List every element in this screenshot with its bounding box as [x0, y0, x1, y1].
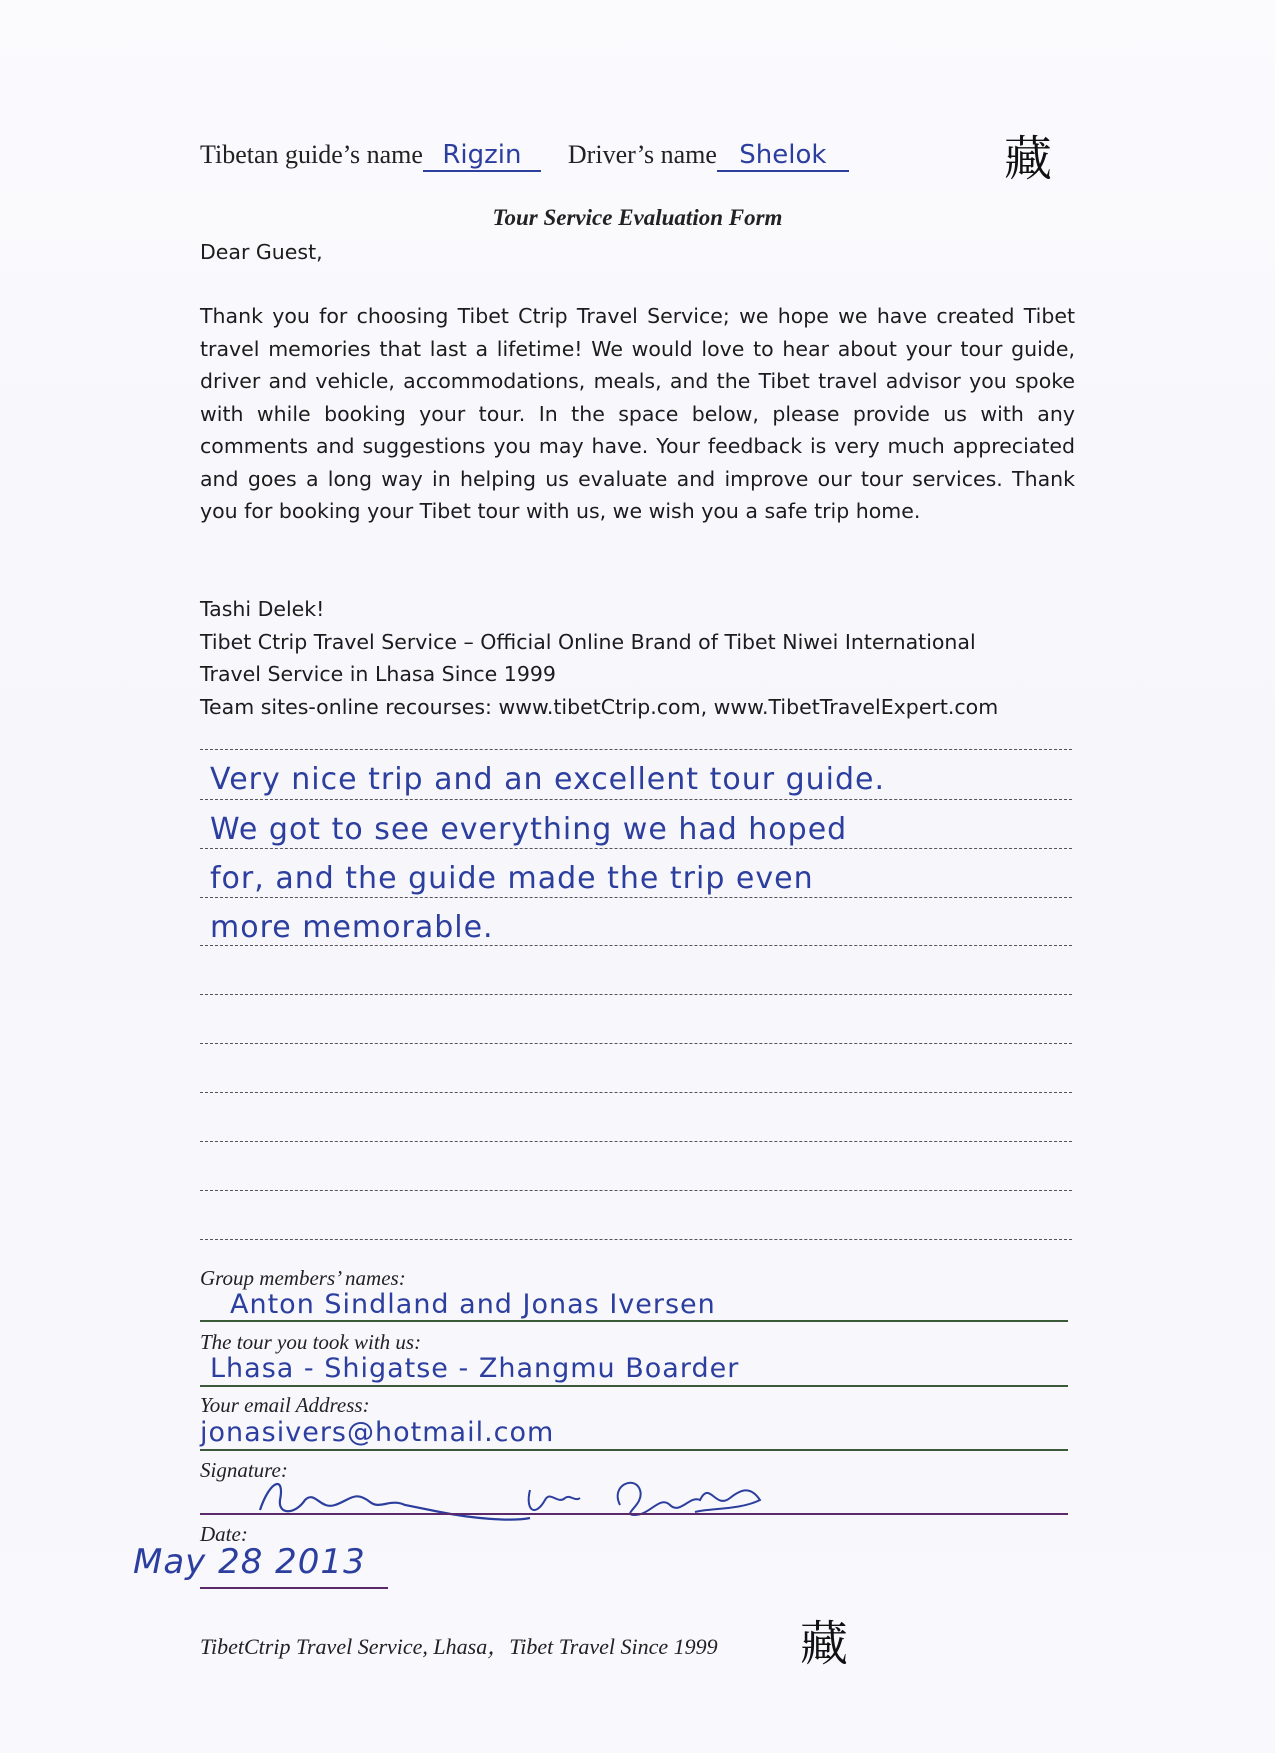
driver-name-label: Driver’s name: [567, 140, 717, 169]
comment-line-1: Very nice trip and an excellent tour guide.: [210, 762, 886, 797]
guide-name-label: Tibetan guide’s name: [200, 140, 423, 169]
signoff-block: [200, 593, 1075, 723]
comment-line-2: We got to see everything we had hoped: [210, 812, 848, 847]
comment-rule: [200, 897, 1072, 898]
signoff-line-1: Tashi Delek!: [200, 597, 325, 621]
email-label: Your email Address:: [200, 1393, 370, 1417]
signoff-line-2: Tibet Ctrip Travel Service – Official Online Brand of Tibet Niwei International: [200, 629, 976, 654]
group-members-value: Anton Sindland and Jonas Iversen: [230, 1289, 716, 1320]
group-members-label: Group members’ names:: [200, 1266, 406, 1290]
email-line: [200, 1449, 1068, 1451]
intro-paragraph: Thank you for choosing Tibet Ctrip Travel Service; we hope we have created Tibet travel memories that last a lifetime! We would love to hear about your tour guide, driver and vehicle, accommodations, meals, and the Tibet travel advisor you spoke with while booking your tour. In the space below, please provide us with any comments and suggestions you may have. Your feedback is very much appreciated and goes a long way in helping us evaluate and improve our tour services. Thank you for booking your Tibet tour with us, we wish you a safe trip home.: [200, 304, 1075, 523]
guide-name-value: Rigzin: [423, 140, 541, 172]
header-names-row: [200, 140, 849, 172]
comment-rule: [200, 1239, 1072, 1240]
tibet-glyph-top: 藏: [1004, 133, 1053, 186]
date-value: May 28 2013: [133, 1542, 366, 1582]
email-value: jonasivers@hotmail.com: [200, 1417, 555, 1448]
greeting: Dear Guest,: [200, 240, 323, 264]
group-members-line: [200, 1320, 1068, 1322]
tour-value: Lhasa - Shigatse - Zhangmu Boarder: [210, 1353, 740, 1384]
comment-rule: [200, 1043, 1072, 1044]
form-title: Tour Service Evaluation Form: [492, 205, 783, 230]
comment-line-4: more memorable.: [210, 910, 494, 945]
signature-line: [200, 1513, 1068, 1515]
comment-rule: [200, 1092, 1072, 1093]
tour-line: [200, 1385, 1068, 1387]
comment-rule: [200, 799, 1072, 800]
date-line: [200, 1587, 388, 1589]
comment-rule: [200, 1190, 1072, 1191]
signoff-line-3: Travel Service in Lhasa Since 1999: [200, 662, 556, 686]
tibet-glyph-bottom: 藏: [800, 1618, 849, 1671]
comment-rule: [200, 945, 1072, 946]
comment-rule: [200, 848, 1072, 849]
comment-rule: [200, 749, 1072, 750]
tour-label: The tour you took with us:: [200, 1330, 422, 1354]
signature-label: Signature:: [200, 1458, 288, 1482]
driver-name-value: Shelok: [717, 140, 849, 172]
footer-text: TibetCtrip Travel Service, Lhasa，Tibet Travel Since 1999: [200, 1634, 718, 1659]
signoff-line-4: Team sites-online recourses: www.tibetCtrip.com, www.TibetTravelExpert.com: [200, 694, 999, 719]
comment-rule: [200, 994, 1072, 995]
date-label: Date:: [200, 1522, 248, 1546]
comment-line-3: for, and the guide made the trip even: [210, 861, 814, 896]
signature-scribble: [240, 1460, 800, 1540]
comment-rule: [200, 1141, 1072, 1142]
